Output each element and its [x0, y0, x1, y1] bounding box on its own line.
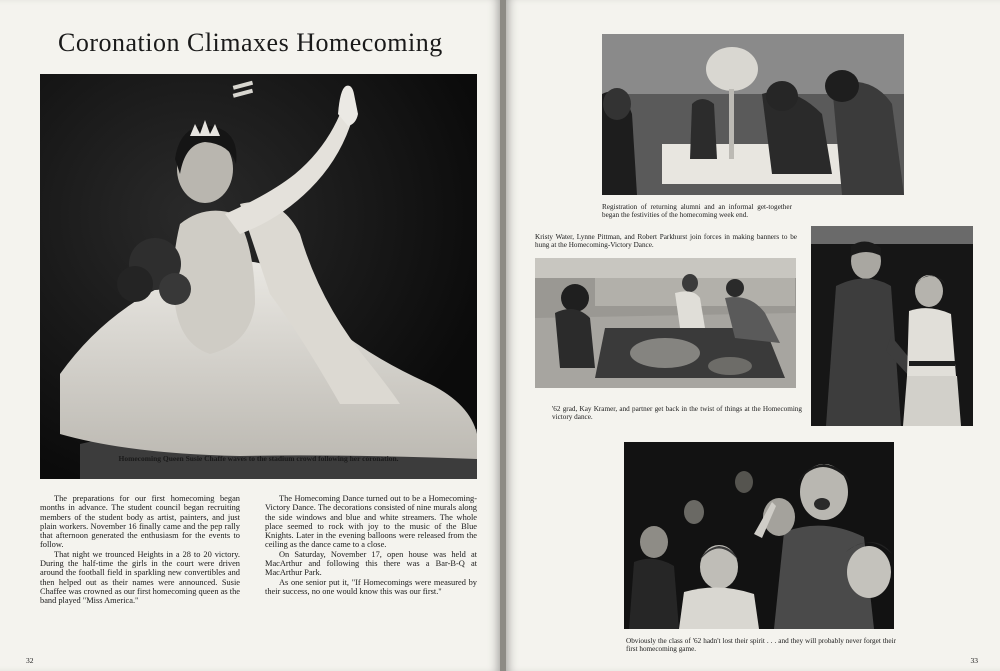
class-spirit-photo [624, 442, 894, 629]
queen-photo-image [40, 74, 477, 479]
page-number-left: 32 [26, 656, 34, 665]
page-title: Coronation Climaxes Homecoming [58, 28, 443, 57]
registration-photo-image [602, 34, 904, 195]
registration-caption: Registration of returning alumni and an informal get-together began the festivities of the homecoming week end. [602, 203, 792, 220]
page-number-right: 33 [970, 656, 978, 665]
banner-making-caption: Kristy Water, Lynne Pittman, and Robert Parkhurst join forces in making banners to be hung at the Homecoming-Victory Dance. [535, 233, 797, 250]
right-page [506, 0, 1000, 671]
article-paragraph: The Homecoming Dance turned out to be a Homecoming-Victory Dance. The decorations consisted of nine murals along the side windows and blue and white streamers. The whole place seemed to rock with joy to the music of the Blue Knights. Later in the evening balloons were released from the ceiling as the dance came to a close. [265, 494, 477, 550]
twist-dance-photo [811, 226, 973, 426]
article-paragraph: On Saturday, November 17, open house was held at MacArthur and following this there was a Bar-B-Q at MacArthur Park. [265, 549, 477, 578]
spirit-caption: Obviously the class of '62 hadn't lost their spirit . . . and they will probably never forget their first homecoming game. [626, 637, 896, 654]
article-paragraph: That night we trounced Heights in a 28 to 20 victory. During the half-time the girls in the court were driven around the football field in sparkling new convertibles and then helped out as their names were announced. Susie Chaffee was crowned as our first homecoming queen as the band played "Miss America." [40, 549, 240, 606]
article-column-1 [40, 494, 240, 606]
banner-making-photo [535, 258, 796, 388]
spirit-photo-image [624, 442, 894, 629]
banner-photo-image [535, 258, 796, 388]
twist-caption: '62 grad, Kay Kramer, and partner get back in the twist of things at the Homecoming victory dance. [552, 405, 802, 422]
article-column-2 [265, 494, 477, 596]
queen-photo-caption: Homecoming Queen Susie Chaffe waves to the stadium crowd following her coronation. [118, 454, 399, 463]
article-paragraph: The preparations for our first homecoming began months in advance. The student council began recruiting members of the student body as artist, painters, and just plain workers. November 16 finally came and the pep rally that afternoon generated the enthusiasm for the events to follow. [40, 494, 240, 550]
article-paragraph: As one senior put it, "If Homecomings were measured by their success, no one would know this was our first." [265, 577, 477, 596]
alumni-registration-photo [602, 34, 904, 195]
homecoming-queen-photo [40, 74, 477, 479]
twist-photo-image [811, 226, 973, 426]
